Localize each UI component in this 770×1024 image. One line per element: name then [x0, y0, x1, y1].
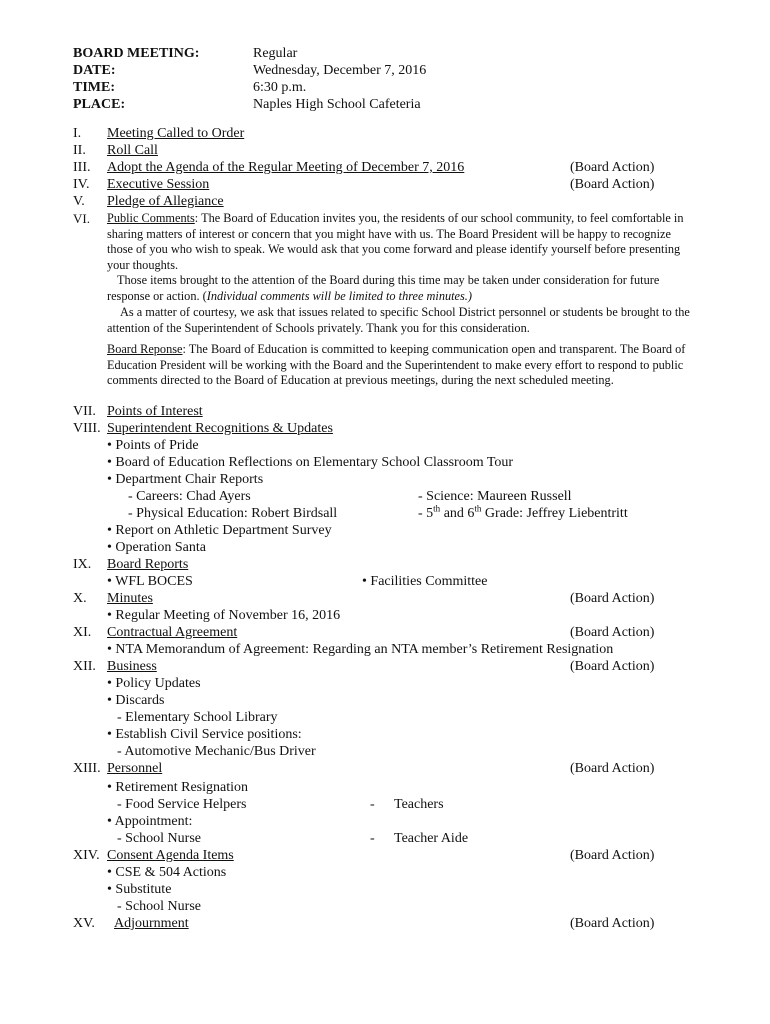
board-response-text: : The Board of Education is committed to keeping communication open and transparent. The Board of Education President will be working with the Board and the Superintendent to make every effort to respond to public comments directed to the Board of Education at previous meetings, during the next scheduled meeting. [107, 342, 686, 388]
list-item: • Establish Civil Service positions: [107, 727, 302, 742]
item-number: XI. [73, 625, 92, 640]
agenda-item-title: Business [107, 659, 157, 674]
board-action-label: (Board Action) [570, 916, 655, 931]
item-number: XIII. [73, 761, 101, 776]
sub-list-item: - School Nurse [117, 899, 201, 914]
list-item: • Facilities Committee [362, 574, 488, 589]
sub-list-item: - School Nurse [117, 831, 201, 846]
board-response-label: Board Reponse [107, 342, 183, 356]
sub-list-dash: - [370, 797, 375, 812]
list-item: • CSE & 504 Actions [107, 865, 227, 880]
list-item: • Points of Pride [107, 438, 199, 453]
board-action-label: (Board Action) [570, 761, 655, 776]
item-number: II. [73, 143, 86, 158]
board-action-label: (Board Action) [570, 160, 655, 175]
item-number: IV. [73, 177, 90, 192]
public-comments-paragraph-2 [107, 273, 692, 304]
agenda-item-title: Superintendent Recognitions & Updates [107, 421, 333, 436]
item-number: XV. [73, 916, 95, 931]
public-comments-text: : The Board of Education invites you, the residents of our school community, to feel comfortable in sharing matters of interest or concern that you might have with us. The Board President will be happy to recognize those of you who wish to speak. We would ask that you come forward and please identify yourself before presenting your thoughts. [107, 211, 684, 272]
agenda-item-title: Meeting Called to Order [107, 126, 245, 141]
place-label: PLACE: [73, 97, 126, 112]
agenda-item-title: Public Comments [107, 211, 195, 225]
time-label: TIME: [73, 80, 115, 95]
item-number: VI. [73, 211, 90, 226]
sub-list-item: Teacher Aide [394, 831, 469, 846]
board-action-label: (Board Action) [570, 659, 655, 674]
sub-list-item: - Physical Education: Robert Birdsall [128, 506, 338, 521]
item-number: III. [73, 160, 91, 175]
public-comments-paragraph-3: As a matter of courtesy, we ask that issues related to specific School District personnel or students be brought to the attention of the Superintendent of Schools privately. Thank you for this consideration. [107, 305, 690, 335]
list-item: • Board of Education Reflections on Elementary School Classroom Tour [107, 455, 514, 470]
meeting-value: Regular [253, 46, 298, 61]
sub-list-item: - Careers: Chad Ayers [128, 489, 251, 504]
list-item: • Discards [107, 693, 165, 708]
sub-list-item: - Automotive Mechanic/Bus Driver [117, 744, 316, 759]
board-action-label: (Board Action) [570, 625, 655, 640]
meeting-label: BOARD MEETING: [73, 46, 200, 61]
agenda-item-title: Pledge of Allegiance [107, 194, 224, 209]
item-number: IX. [73, 557, 92, 572]
agenda-item-title: Executive Session [107, 177, 210, 192]
board-action-label: (Board Action) [570, 848, 655, 863]
date-value: Wednesday, December 7, 2016 [253, 63, 427, 78]
list-item: • Operation Santa [107, 540, 206, 555]
sub-list-item: Teachers [394, 797, 444, 812]
time-limit-note: Individual comments will be limited to three minutes.) [206, 288, 472, 303]
agenda-item-title: Minutes [107, 591, 153, 606]
date-label: DATE: [73, 63, 116, 78]
sub-list-item: - Food Service Helpers [117, 797, 247, 812]
agenda-item-title: Adopt the Agenda of the Regular Meeting of December 7, 2016 [107, 160, 465, 175]
list-item: • Retirement Resignation [107, 780, 248, 795]
agenda-item-title: Consent Agenda Items [107, 848, 234, 863]
item-number: I. [73, 126, 82, 141]
list-item: • Substitute [107, 882, 172, 897]
place-value: Naples High School Cafeteria [253, 97, 421, 112]
list-item: • Report on Athletic Department Survey [107, 523, 332, 538]
item-number: XIV. [73, 848, 100, 863]
time-value: 6:30 p.m. [253, 80, 307, 95]
sub-list-item: - Elementary School Library [117, 710, 278, 725]
agenda-item-title: Points of Interest [107, 404, 203, 419]
public-comments-paragraph [107, 211, 692, 273]
list-item: • Regular Meeting of November 16, 2016 [107, 608, 341, 623]
agenda-item-title: Adjournment [114, 916, 189, 931]
agenda-item-title: Roll Call [107, 143, 158, 158]
sub-list-dash: - [370, 831, 375, 846]
sub-list-item: - 5th and 6th Grade: Jeffrey Liebentritt [418, 503, 628, 521]
list-item: • Department Chair Reports [107, 472, 264, 487]
list-item: • Appointment: [107, 814, 193, 829]
list-item: • WFL BOCES [107, 574, 193, 589]
public-comments-text: Those items brought to the attention of the Board during this time may be taken under consideration for future response or action. ( [107, 273, 660, 303]
item-number: VII. [73, 404, 96, 419]
list-item: • Policy Updates [107, 676, 201, 691]
sub-list-item: - Science: Maureen Russell [418, 489, 572, 504]
board-response-paragraph [107, 342, 692, 389]
item-number: X. [73, 591, 87, 606]
item-number: VIII. [73, 421, 101, 436]
list-item: • NTA Memorandum of Agreement: Regarding an NTA member’s Retirement Resignation [107, 642, 614, 657]
agenda-item-title: Board Reports [107, 557, 189, 572]
agenda-item-title: Contractual Agreement [107, 625, 238, 640]
board-action-label: (Board Action) [570, 591, 655, 606]
item-number: XII. [73, 659, 96, 674]
item-number: V. [73, 194, 85, 209]
agenda-item-title: Personnel [107, 761, 163, 776]
board-action-label: (Board Action) [570, 177, 655, 192]
